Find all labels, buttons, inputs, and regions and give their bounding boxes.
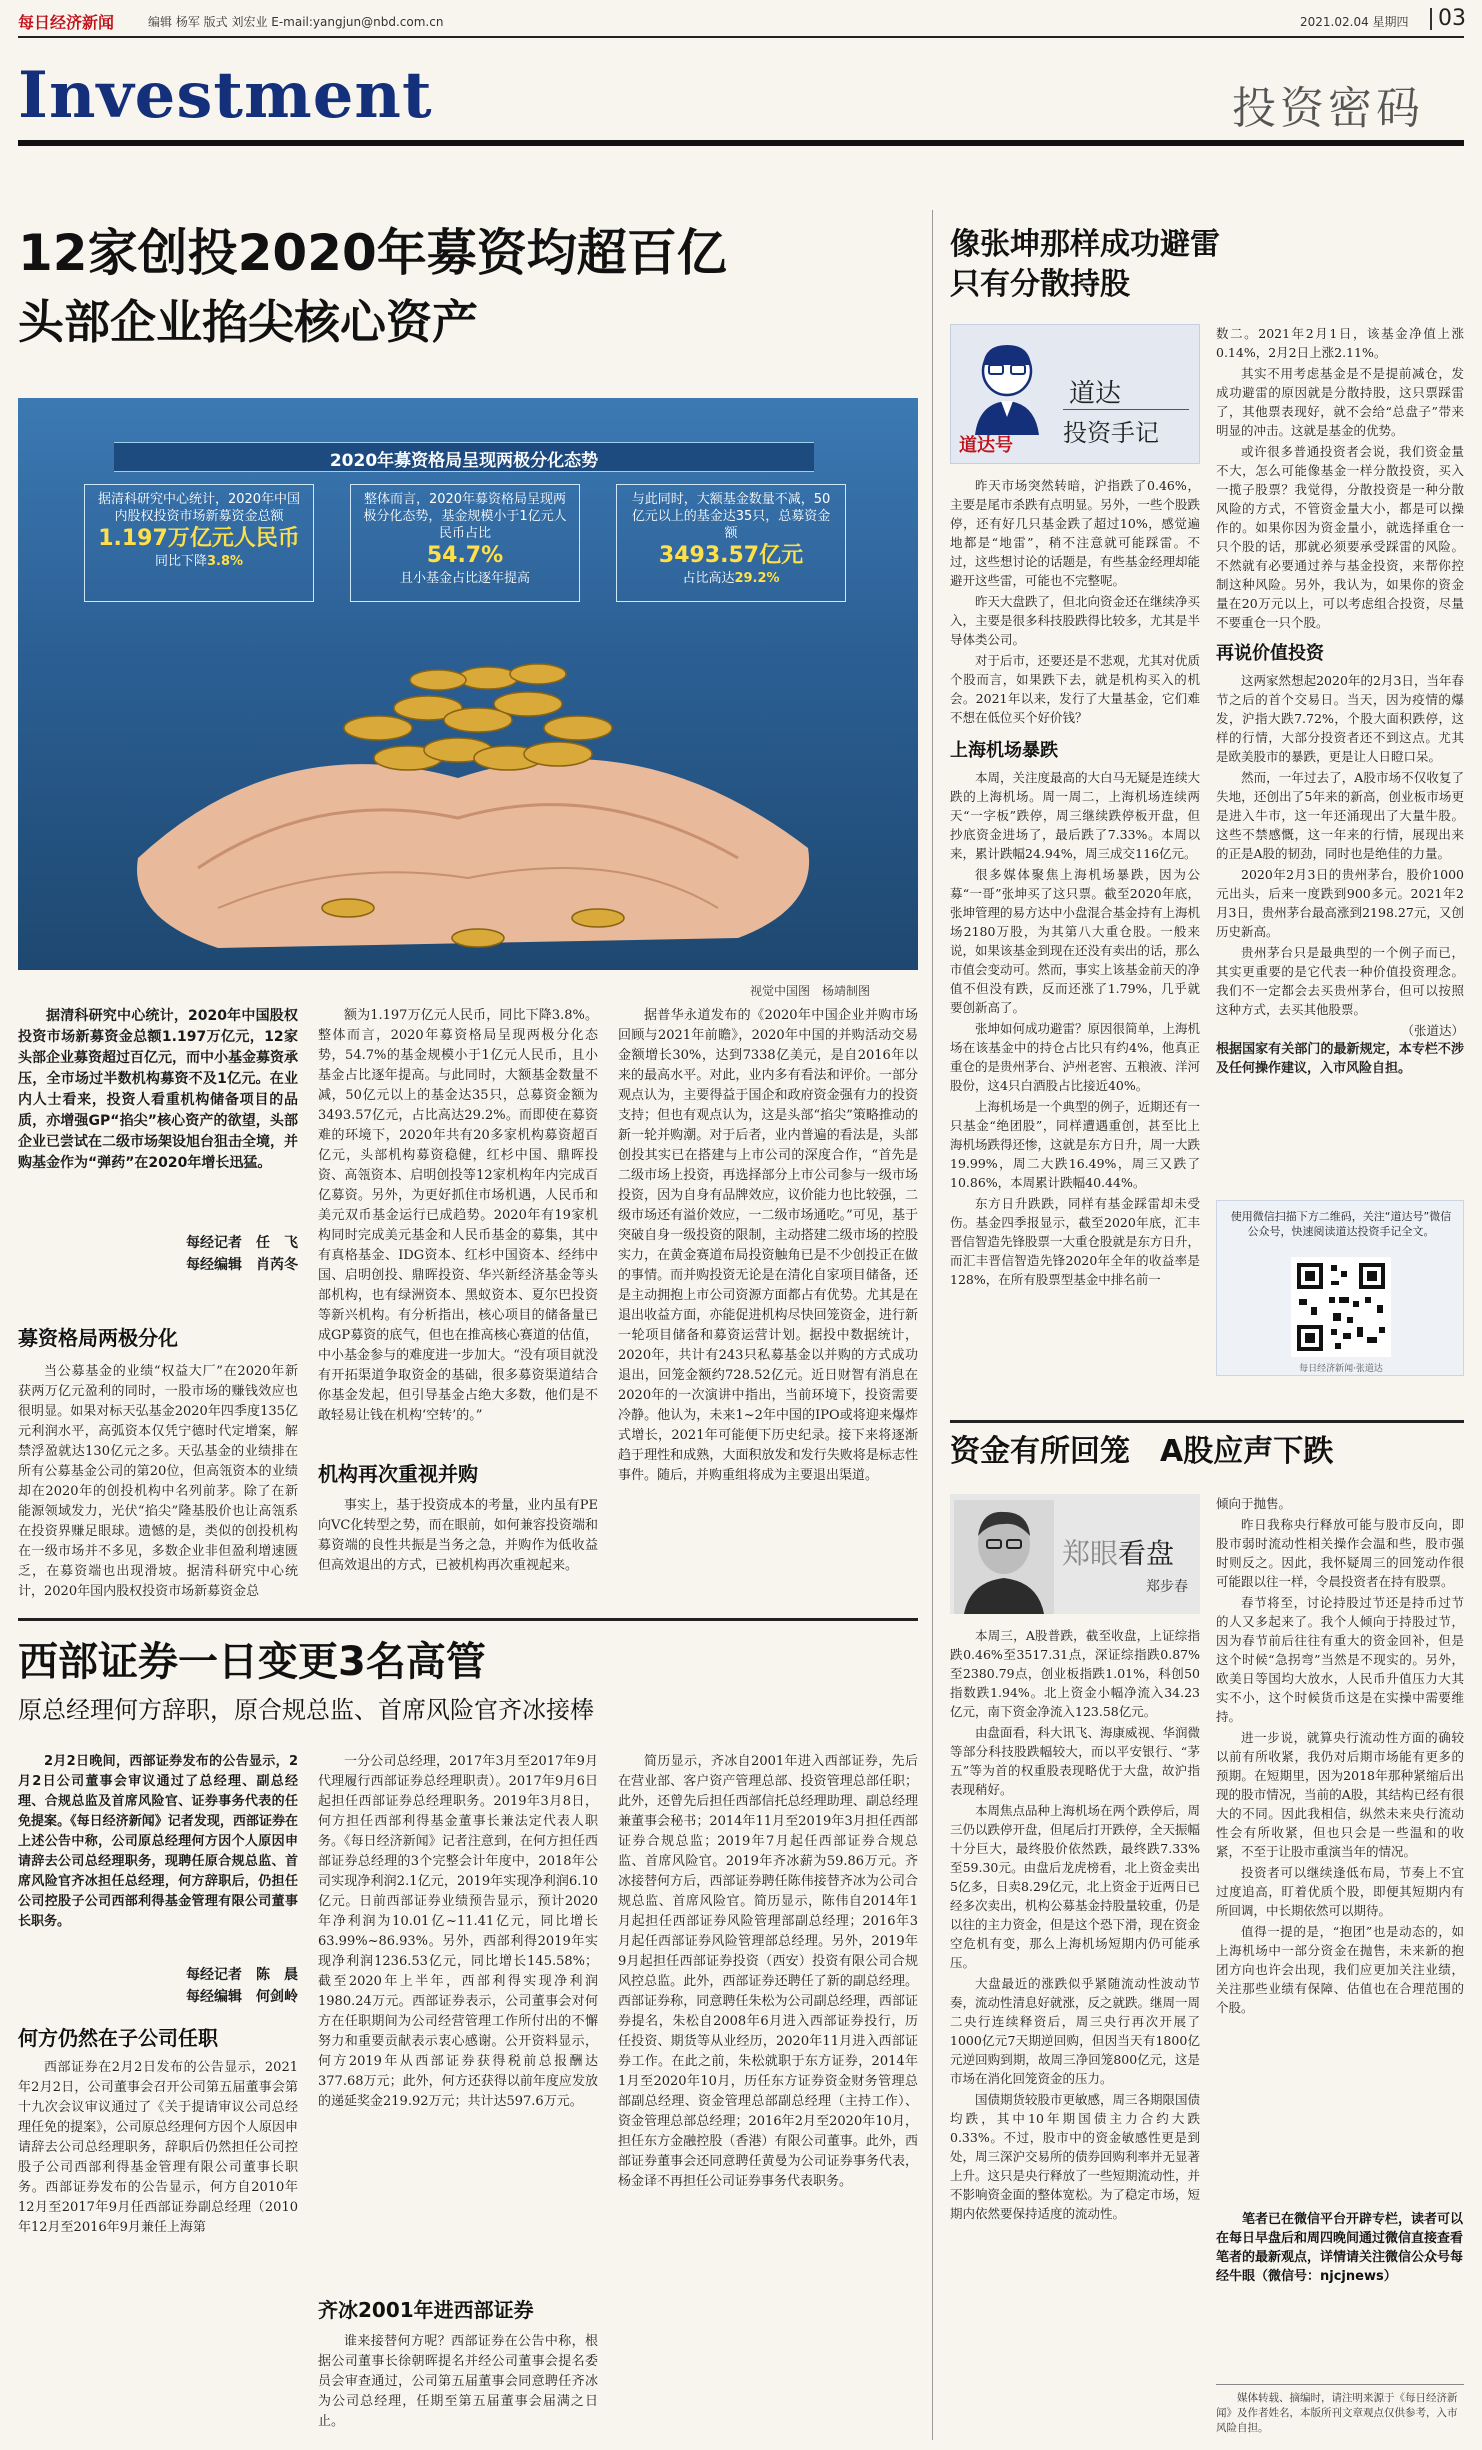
column1-p10: 其实不用考虑基金是不是提前减仓，发成功避雷的原因就是分散持股，这只票踩雷了，其他票表现好，就不会给“总盘子”带来明显的冲击。这就是基金的优势。 (1216, 366, 1464, 438)
article1-col1-text: 当公募基金的业绩“权益大厂”在2020年新获两万亿元盈利的同时，一股市场的赚钱效应也很明显。如果对标天弘基金2020年四季度135亿元利润水平，高弧资本仅凭宁德时代定增案，解禁浮盈就达130亿元之多。天弘基金的业绩排在所有公募基金公司的第20位，但高瓴资本的业绩却在2020年的创投机构中名列前茅。除了在新能源领域发力，光伏“掐尖”隆基股价也让高瓴系在投资界赚足眼球。遗憾的是，类似的创投机构在一级市场并不多见，多数企业非但盈利增速匮乏，在募资端也出现滑坡。据清科研究中心统计，2020年国内股权投资市场新募资金总 (18, 1364, 298, 1599)
article1-col2b (318, 1496, 598, 1610)
column1-p15: 贵州茅台只是最典型的一个例子而已，其实更重要的是它代表一种价值投资理念。我们不一定都会去买贵州茅台，但可以按照这种方式，去买其他股票。 (1216, 945, 1464, 1017)
column1-p12: 这两家然想起2020年的2月3日，当年春节之后的首个交易日。当天，因为疫情的爆发，沪指大跌7.72%，个股大面积跌停，这样的行情，大部分投资者还不到这点。尤其是欧美股市的暴跌，更是让人日瞪口呆。 (1216, 673, 1464, 764)
column1-p14: 2020年2月3日的贵州茅台，股价1000元出头，后来一度跌到900多元。2021年2月3日，贵州茅台最高涨到2198.27元，又创历史新高。 (1216, 867, 1464, 939)
section-title-cn: 投资密码 (1232, 83, 1424, 134)
qr-box (1216, 1200, 1464, 1376)
column2-follow-note: 笔者已在微信平台开辟专栏，读者可以在每日早盘后和周四晚间通过微信直接查看笔者的最新观点，详情请关注微信公众号每经牛眼（微信号：njcjnews） (1216, 2212, 1464, 2284)
article1-col2 (318, 1006, 598, 1451)
column1-p2: 昨天大盘跌了，但北向资金还在继续净买入，主要是很多科技股跌得比较多，尤其是半导体类公司。 (950, 594, 1200, 647)
article2-lead: 2月2日晚间，西部证券发布的公告显示，2月2日公司董事会审议通过了总经理、副总经理、合规总监及首席风险官、证券事务代表的任免提案。《每日经济新闻》记者发现，西部证券在上述公告中称，公司原总经理何方因个人原因申请辞去公司总经理职务，现聘任原合规总监、首席风险官齐冰担任总经理，何方辞职后，仍担任公司控股子公司西部利得基金管理有限公司董事长职务。 (18, 1754, 298, 1929)
author-photo-icon (954, 1500, 1054, 1614)
stat-2-text: 整体而言，2020年募资格局呈现两极分化态势，基金规模小于1亿元人民币占比 (363, 492, 567, 541)
column2-p5: 国债期货较股市更敏感，周三各期限国债均跌，其中10年期国债主力合约大跌0.33%。不过，股市中的资金敏感性更是到处，周三深沪交易所的债券回购利率并无显著上升。这只是央行释放了一些短期流动性，并不影响资金面的整体宽松。为了稳定市场，短期内依然要保持适度的流动性。 (950, 2092, 1200, 2221)
article2-col1 (18, 2058, 298, 2442)
column1-colB (1216, 324, 1464, 1192)
author-portrait-icon (965, 335, 1049, 439)
article1-figure (18, 398, 918, 970)
page-number: 03 (1438, 6, 1466, 31)
column2-p9: 进一步说，就算央行流动性方面的确较以前有所收紧，我仍对后期市场能有更多的预期。在短期里，因为2018年那种紧缩后出现的股市情况，当前的A股，其结构已经有很大的不同。因此我相信，纵然未来央行流动性会有所收紧，但也只会是一些温和的收紧，不至于让股市重演当年的情况。 (1216, 1730, 1464, 1859)
column1-p3: 对于后市，还要还是不悲观，尤其对优质个股而言，如果跌下去，就是机构买入的机会。2021年以来，发行了大量基金，它们难不想在低位买个好价钱？ (950, 653, 1200, 725)
header-rule-bottom (18, 140, 1464, 146)
column2-title: 资金有所回笼 A股应声下跌 (950, 1434, 1334, 1469)
column1-disclaimer: 根据国家有关部门的最新规定，本专栏不涉及任何操作建议，入市风险自担。 (1216, 1042, 1464, 1076)
article2-col2 (318, 1752, 598, 2216)
article2-col1-text: 西部证券在2月2日发布的公告显示，2021年2月2日，公司董事会召开公司第五届董事会第十九次会议审议通过了《关于提请审议公司总经理任免的提案》，公司原总经理何方因个人原因申请辞去公司总经理职务，辞职后仍然担任公司控股子公司西部利得基金管理有限公司董事长职务。西部证券发布的公告显示，何方自2010年12月至2017年9月任西部证券副总经理（2010年12月至2016年9月兼任上海第 (18, 2060, 298, 2235)
article1-col2b-text: 事实上，基于投资成本的考量，业内虽有PE向VC化转型之势，而在眼前，如何兼容投资端和募资端的良性共振是当务之急，并购作为低收益但高效退出的方式，已被机构再次重视起来。 (318, 1498, 598, 1573)
article1-title-line1: 12家创投2020年募资均超百亿 (18, 224, 727, 282)
column2-p2: 由盘面看，科大讯飞、海康威视、华润微等部分科技股跌幅较大，而以平安银行、“茅五”等为首的权重股表现略优于大盘，故沪指表现稍好。 (950, 1725, 1200, 1797)
column2-name-b: 看盘 (1118, 1537, 1175, 1570)
hands-coins-image (18, 608, 918, 970)
column1-subhead-2: 再说价值投资 (1216, 643, 1324, 664)
column2-p1: 本周三，A股普跌，截至收盘，上证综指跌0.46%至3517.31点，深证综指跌0.87%至2380.79点，创业板指跌1.01%，科创50指数跌1.94%。北上资金小幅净流入34.23亿元，南下资金净流入123.58亿元。 (950, 1628, 1200, 1719)
stat-1-sub-a: 同比下降 (154, 554, 207, 569)
article2-subhead-2: 齐冰2001年进西部证券 (318, 2298, 534, 2322)
stat-3-text: 与此同时，大额基金数量不减，50亿元以上的基金达35只，总募资金额 (631, 492, 831, 541)
footnote-text: 媒体转载、摘编时，请注明来源于《每日经济新闻》及作者姓名，本版所刊文章观点仅供参考，入市风险自担。 (1216, 2392, 1458, 2434)
article1-lead: 据清科研究中心统计，2020年中国股权投资市场新募资金总额1.197万亿元，12家头部企业募资超过百亿元，而中小基金募资承压，全市场过半数机构募资不及1亿元。在业内人士看来，投资人看重机构储备项目的品质，亦增强GP“掐尖”核心资产的欲望，头部企业已尝试在二级市场架设旭台狙击全境，并购基金作为“弹药”在2020年增长迅猛。 (18, 1008, 298, 1171)
column1-name-b: 投资手记 (1063, 419, 1159, 447)
stat-2-sub (361, 570, 569, 587)
article1-subhead-2: 机构再次重视并购 (318, 1462, 478, 1486)
stat-3-sub (627, 570, 835, 587)
article2-subtitle: 原总经理何方辞职，原合规总监、首席风险官齐冰接棒 (18, 1696, 594, 1724)
article1-col3 (618, 1006, 918, 1612)
stat-1-value: 1.197万亿元人民币 (98, 526, 300, 551)
header-rule-top (18, 36, 1464, 38)
column1-p13: 然而，一年过去了，A股市场不仅收复了失地，还创出了5年来的新高，创业板市场更是进入牛市，这一年还涌现出了大量牛股。这些不禁感慨，这一年来的行情，展现出来的正是A股的韧劲，同时也是绝佳的力量。 (1216, 770, 1464, 861)
column2-logo-box (950, 1494, 1200, 1614)
article2-reporter: 每经记者 陈 晨 (186, 1967, 298, 1983)
column1-p6: 张坤如何成功避雷？原因很简单，上海机场在该基金中的持仓占比只有约4%，他真正重仓的是贵州茅台、泸州老窖、五粮液、洋河股份，这4只白酒股占比接近40%。 (950, 1021, 1200, 1093)
column1-title-line1: 像张坤那样成功避雷 (950, 227, 1220, 262)
column2-p8: 春节将至，讨论持股过节还是持币过节的人又多起来了。我个人倾向于持股过节，因为春节前后往往有重大的资金回补，但是这个时候“急拐弯”当然是不现实的。另外，欧美日等国均大放水，人民币升值压力大其实不小，这个时候货币这是在实操中需要维持。 (1216, 1595, 1464, 1724)
column1-name-a: 道达 (1069, 379, 1122, 409)
stat-1-sub-b: 3.8% (206, 554, 244, 569)
article2-col2b (318, 2332, 598, 2442)
column2-p7: 昨日我称央行释放可能与股市反向，即股市弱时流动性相关操作会温和些，股市强时则反之。因此，我怀疑周三的回笼动作很可能跟以往一样，令晨投资者在持有股票。 (1216, 1517, 1464, 1589)
article1-editor: 每经编辑 肖芮冬 (186, 1257, 298, 1273)
column1-signature: （张道达） (1401, 1023, 1464, 1038)
stat-3-value: 3493.57亿元 (658, 543, 804, 568)
qr-footer: 每日经济新闻·张道达 (1299, 1364, 1383, 1374)
stat-box-3 (616, 484, 846, 602)
issue-date: 2021.02.04 星期四 (1300, 15, 1409, 29)
column1-logo-text: 道达号 (959, 435, 1013, 456)
column1-p1: 昨天市场突然转暗，沪指跌了0.46%，主要是尾市杀跌有点明显。另外，一些个股跌停，还有好几只基金跌了超过10%，感觉遍地都是“地雷”，稍不注意就可能踩雷。不过，这些想讨论的话题是，有些基金经理却能避开这些雷，可能也不完整呢。 (950, 478, 1200, 588)
article2-col3 (618, 1752, 918, 2442)
column2-p6: 倾向于抛售。 (1216, 1496, 1292, 1511)
column1-p9: 数二。2021年2月1日，该基金净值上涨0.14%，2月2日上涨2.11%。 (1216, 326, 1464, 360)
column1-p8: 东方日升跌跌，同样有基金踩雷却未受伤。基金四季报显示，截至2020年底，汇丰晋信智造先锋股票一大重仓股就是东方日升，而汇丰晋信智造先锋2020年全年的收益率是128%，在所有股票型基金中排名前一 (950, 1196, 1200, 1287)
column1-p4: 本周，关注度最高的大白马无疑是连续大跌的上海机场。周一周二，上海机场连续两天“一字板”跌停，周三继续跌停板开盘，但抄底资金进场了，最后跌了7.33%。本周以来，累计跌幅24.94%，周三成交116亿元。 (950, 770, 1200, 861)
article1-byline (18, 1232, 298, 1276)
column-separator (932, 210, 933, 2440)
article2-col2b-text: 谁来接替何方呢？西部证券在公告中称，根据公司董事长徐朝晖提名并经公司董事会提名委员会审查通过，公司第五届董事会同意聘任齐冰为公司总经理，任期至第五届董事会届满之日止。 (318, 2334, 598, 2429)
staff-line: 编辑 杨军 版式 刘宏业 E-mail:yangjun@nbd.com.cn (148, 15, 444, 29)
stat-1-sub (95, 553, 303, 570)
figure-title: 2020年募资格局呈现两极分化态势 (329, 451, 599, 471)
article1-subhead-1: 募资格局两极分化 (18, 1326, 178, 1350)
article2-title: 西部证券一日变更3名高管 (18, 1639, 486, 1685)
column2-colA (950, 1626, 1200, 2442)
column2-name (1062, 1532, 1174, 1572)
column2-p4: 大盘最近的涨跌似乎紧随流动性波动节奏，流动性清息好就涨，反之就跌。继周一周二央行连续释资后，周三央行再次开展了1000亿元7天期逆回购，但因当天有1800亿元逆回购到期，故周三净回笼800亿元，这是市场在消化回笼资金的压力。 (950, 1976, 1200, 2086)
stat-1-text: 据清科研究中心统计，2020年中国内股权投资市场新募资金总额 (97, 492, 301, 524)
column2-name-a: 郑眼 (1062, 1537, 1119, 1570)
qr-caption: 使用微信扫描下方二维码，关注“道达号”微信公众号，快速阅读道达投资手记全文。 (1230, 1210, 1452, 1238)
column1-title-line2: 只有分散持股 (950, 267, 1130, 302)
masthead-bar (0, 0, 1482, 40)
footnote-box (1216, 2384, 1464, 2442)
photo-credit: 视觉中国图 杨靖制图 (750, 984, 871, 998)
article2-subhead-1: 何方仍然在子公司任职 (18, 2026, 218, 2050)
article1-col3-text: 据普华永道发布的《2020年中国企业并购市场回顾与2021年前瞻》，2020年中国的并购活动交易金额增长30%，达到7338亿美元，是自2016年以来的最高水平。对此，业内多有看法和评价。一部分观点认为，主要得益于国企和政府资金强有力的投资支持；但也有观点认为，这是头部“掐尖”策略推动的新一轮并购潮。对于后者，业内普遍的看法是，头部创投其实已在搭建与上市公司的深度合作，“首先是二级市场上投资，再选择部分上市公司参与一级市场投资，因为自身有品牌效应，议价能力也比较强，二级市场还有溢价效应，一二级市场通吃。”可见，基于突破自身一级投资的限制，主动搭建二级市场的控股实力，在黄金赛道布局投资触角已是不少创投正在做的事情。而并购投资无论是在清化自家项目储备，还是主动拥抱上市公司资源方面都占有优势。尤其是在退出收益方面，亦能促进机构尽快回笼资金，进行新一轮项目储备和募资运营计划。据投中数据统计，2020年，共计有243只私募基金以并购的方式成功退出，回笼金额约728.52亿元。近日财智有消息在2020年的一次演讲中指出，当前环境下，投资需要冷静。他认为，未来1~2年中国的IPO或将迎来爆炸式增长，2021年可能便下历史纪录。接下来将逐渐趋于理性和成熟，大面积放发和发行失败将是标志性事件。随后，并购重组将成为主要退出渠道。 (618, 1008, 918, 1483)
article2-byline (18, 1964, 298, 2008)
stat-2-value: 54.7% (426, 543, 504, 568)
stat-2-sub-a: 且小基金占比逐年提高 (399, 571, 530, 586)
section-title-en: Investment (18, 58, 433, 133)
stat-box-2 (350, 484, 580, 602)
column2-colB (1216, 1494, 1464, 2202)
article1-reporter: 每经记者 任 飞 (186, 1235, 298, 1251)
stat-box-1 (84, 484, 314, 602)
column1-name-divider (1063, 409, 1189, 410)
article1-col1 (18, 1362, 298, 1612)
article2-editor: 每经编辑 何剑岭 (186, 1989, 298, 2005)
page-divider (1430, 8, 1432, 30)
column2-p10: 投资者可以继续逢低布局，节奏上不宜过度追高，盯着优质个股，即便其短期内有所回调，中长期依然可以期待。 (1216, 1865, 1464, 1918)
paper-name: 每日经济新闻 (18, 13, 115, 32)
qr-code-icon (1291, 1257, 1391, 1357)
column1-logo-box (950, 324, 1200, 464)
column2-author: 郑步春 (1146, 1579, 1188, 1595)
stat-3-sub-b: 29.2% (734, 571, 780, 586)
column1-p11: 或许很多普通投资者会说，我们资金量不大，怎么可能像基金一样分散投资，买入一揽子股票？我觉得，分散投资是一种分散风险的方式，不管资金量大小，都是可以操作的。如果你因为资金量小，就选择重仓一只个股的话，那就必须要承受踩雷的风险。不然就有必要通过养与基金投资，来帮你控制这种风险。另外，我认为，如果你的资金量在20万元以上，可以考虑组合投资，尽量不要重仓一只个股。 (1216, 444, 1464, 630)
column1-p7: 上海机场是一个典型的例子，近期还有一只基金“绝团股”，同样遭遇重创，甚至比上海机场跌得还惨，这就是东方日升，周一大跌19.99%，周二大跌16.49%，周三又跌了10.86%，本周累计跌幅40.44%。 (950, 1099, 1200, 1190)
column2-p3: 本周焦点品种上海机场在两个跌停后，周三仍以跌停开盘，但尾后打开跌停，全天振幅十分巨大，最终股价依然跌，最终跌7.33%至59.30元。由盘后龙虎榜看，北上资金卖出5亿多，日卖8.29亿元，北上资金于近两日已经多次卖出，机构公募基金持股量较重，仍是以往的主力资金，但是这个恐下滑，现在资金空危机有变，那么上海机场短期内仍可能承压。 (950, 1803, 1200, 1970)
article2-col3-text: 简历显示，齐冰自2001年进入西部证券，先后在营业部、客户资产管理总部、投资管理总部任职；此外，还曾先后担任西部信托总经理助理、副总经理兼董事会秘书；2014年11月至2019年3月担任西部证券合规总监；2019年7月起任西部证券合规总监、首席风险官。2019年齐冰薪为59.86万元。齐冰接替何方后，西部证券聘任陈伟接替齐冰为公司合规总监、首席风险官。简历显示，陈伟自2014年1月起担任西部证券风险管理部副总经理；2016年3月起任西部证券风险管理部总经理。另外，2019年9月起担任西部证券投资（西安）投资有限公司合规风控总监。此外，西部证券还聘任了新的副总经理。西部证券称，同意聘任朱松为公司副总经理，西部证券提名，朱松自2008年6月进入西部证券投行，历任投资、期货等从业经历，2020年11月进入西部证券工作。在此之前，朱松就职于东方证券，2014年1月至2020年10月，历任东方证券资金财务管理总部副总经理、资金管理总部副总经理（主持工作）、资金管理总部总经理；2016年2月至2020年10月，担任东方金融控股（香港）有限公司董事。此外，西部证券董事会还同意聘任黄曼为公司证券事务代表，杨金译不再担任公司证券事务代表职务。 (618, 1754, 918, 2189)
article1-col2-text: 额为1.197万亿元人民币，同比下降3.8%。整体而言，2020年募资格局呈现两极分化态势，54.7%的基金规模小于1亿元人民币，且小基金占比逐年提高。与此同时，大额基金数量不减，50亿元以上的基金达35只，总募资金额为3493.57亿元，占比高达29.2%。而即使在募资难的环境下，2020年共有20多家机构募资超百亿元，头部机构募资稳健，红杉中国、鼎晖投资、高瓴资本、启明创投等12家机构年内完成百亿募资。另外，为更好抓住市场机遇，人民币和美元双币基金运行已成趋势。2020年有19家机构同时完成美元基金和人民币基金的募集，其中有真格基金、IDG资本、红杉中国资本、经纬中国、启明创投、鼎晖投资、华兴新经济基金等头部机构，也有绿洲资本、黑蚁资本、夏尔巴投资等新兴机构。有分析指出，核心项目的储备量已成GP募资的底气，但也在推高核心赛道的估值，中小基金参与的难度进一步加大。“没有项目就没有开拓渠道争取资金的基础，很多募资渠道结合你基金发起，但引导基金占绝大多数，他们是不敢轻易让钱在机构‘空转’的。” (318, 1008, 598, 1423)
column1-bottom-rule (950, 1420, 1464, 1423)
stat-3-sub-a: 占比高达 (682, 571, 735, 586)
column2-p11: 值得一提的是，“抱团”也是动态的，如上海机场中一部分资金在抛售，未来新的抱团方向也许会出现，我们应更加关注业绩，关注那些业绩有保障、估值也在合理范围的个股。 (1216, 1924, 1464, 2015)
article2-col2-text: 一分公司总经理，2017年3月至2017年9月代理履行西部证券总经理职责）。2017年9月6日起担任西部证券总经理职务。2019年3月8日，何方担任西部利得基金董事长兼法定代表人职务。《每日经济新闻》记者注意到，在何方担任西部证券总经理的3个完整会计年度中，2018年公司实现净利润2.1亿元，2019年实现净利润6.10亿元。日前西部证券业绩预告显示，预计2020年净利润为10.01亿~11.41亿元，同比增长63.99%~86.93%。另外，西部利得2019年实现净利润1236.53亿元，同比增长145.58%；截至2020年上半年，西部利得实现净利润1980.24万元。西部证券表示，公司董事会对何方在任职期间为公司经营管理工作所付出的不懈努力和重要贡献表示衷心感谢。公开资料显示，何方2019年从西部证券获得税前总报酬达377.68万元；此外，何方还获得以前年度应发放的递延奖金219.92万元；共计达597.6万元。 (318, 1754, 598, 2109)
column1-p5: 很多媒体聚焦上海机场暴跌，因为公募“一哥”张坤买了这只票。截至2020年底，张坤管理的易方达中小盘混合基金持有上海机场2180万股，为其第八大重仓股。一般来说，如果该基金到现在还没有卖出的话，那么市值会变动可。然而，事实上该基金前天的净值不但没有跌，反而还涨了1.79%，几乎就要创新高了。 (950, 867, 1200, 1015)
article1-bottom-rule (18, 1618, 918, 1621)
column1-subhead-1: 上海机场暴跌 (950, 740, 1058, 761)
article1-title-line2: 头部企业掐尖核心资产 (18, 295, 478, 349)
